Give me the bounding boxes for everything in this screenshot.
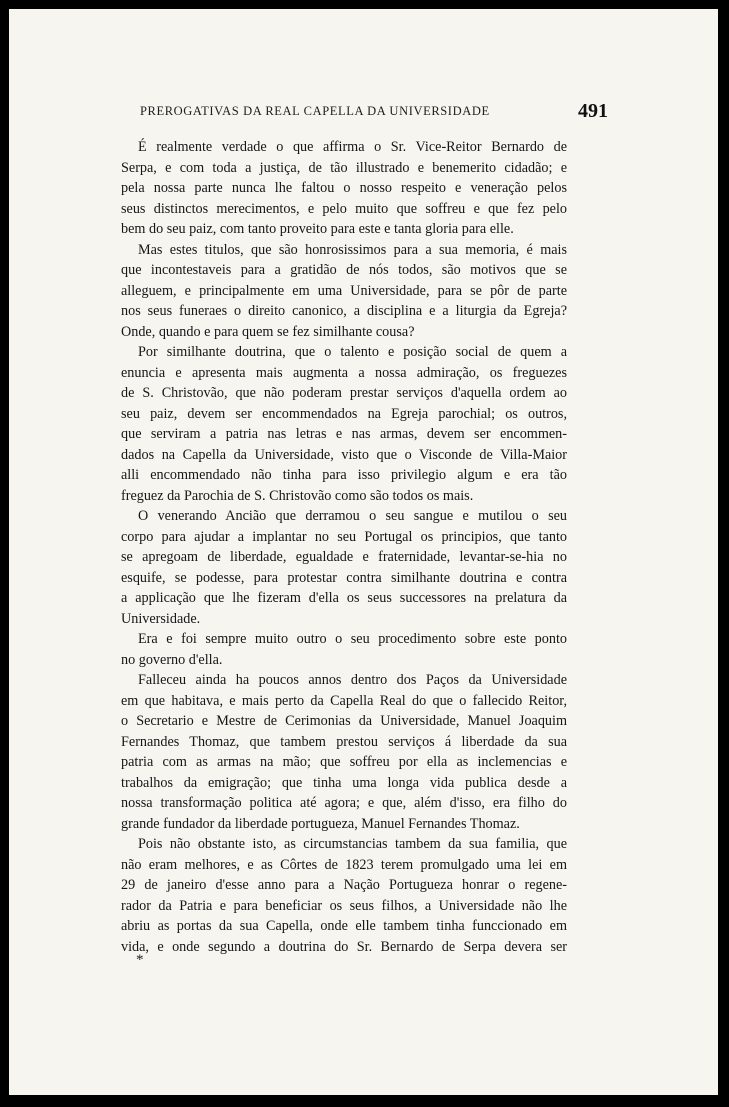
- text-line: Onde, quando e para quem se fez similhante cousa?: [121, 323, 415, 340]
- paragraph-5: [121, 629, 567, 670]
- footnote-mark: *: [136, 952, 144, 968]
- text-line: Universidade.: [121, 610, 201, 627]
- paragraph-3: [121, 342, 567, 506]
- text-line: Pois não obstante isto, as circumstancias tambem da sua familia, que: [138, 836, 567, 852]
- text-line: enuncia e apresenta mais augmenta a nossa admiração, os freguezes: [121, 364, 567, 381]
- text-line: grande fundador da liberdade portugueza, Manuel Fernandes Thomaz.: [121, 815, 520, 832]
- text-line: Falleceu ainda ha poucos annos dentro dos Paços da Universidade: [138, 672, 567, 688]
- text-line: em que habitava, e mais perto da Capella Real do que o fallecido Reitor,: [121, 692, 567, 709]
- text-line: alleguem, e principalmente em uma Universidade, para se pôr de parte: [121, 282, 567, 299]
- paragraph-4: [121, 506, 567, 629]
- text-line: trabalhos da emigração; que tinha uma longa vida publica desde a: [121, 774, 567, 791]
- book-page: [9, 9, 718, 1095]
- text-line: pela nossa parte nunca lhe faltou o nosso respeito e veneração pelos: [121, 180, 567, 196]
- text-line: O venerando Ancião que derramou o seu sangue e mutilou o seu: [138, 508, 567, 524]
- text-line: corpo para ajudar a implantar no seu Portugal os principios, que tanto: [121, 528, 567, 545]
- text-line: Fernandes Thomaz, que tambem prestou serviços á liberdade da sua: [121, 733, 567, 750]
- paragraph-7: [121, 834, 567, 957]
- text-line: patria com as armas na mão; que soffreu por ella as inclemencias e: [121, 754, 567, 770]
- text-line: vida, e onde segundo a doutrina do Sr. Bernardo de Serpa devera ser: [121, 938, 567, 955]
- text-line: de S. Christovão, que não poderam prestar serviços d'aquella ordem ao: [121, 385, 567, 401]
- text-line: não eram melhores, e as Côrtes de 1823 terem promulgado uma lei em: [121, 856, 567, 873]
- text-line: a applicação que lhe fizeram d'ella os seus successores na prelatura da: [121, 590, 567, 606]
- text-line: nos seus funeraes o direito canonico, a disciplina e a liturgia da Egreja?: [121, 303, 567, 319]
- text-line: 29 de janeiro d'esse anno para a Nação Portugueza honrar o regene-: [121, 877, 567, 893]
- body-text: [121, 137, 567, 957]
- page-header: [140, 100, 608, 124]
- text-line: seus distinctos merecimentos, e pelo muito que soffreu e que fez pelo: [121, 200, 567, 217]
- text-line: abriu as portas da sua Capella, onde elle tambem tinha funccionado em: [121, 918, 567, 934]
- text-line: no governo d'ella.: [121, 651, 223, 668]
- text-line: nossa transformação politica até agora; e que, além d'isso, era filho do: [121, 795, 567, 811]
- text-line: Mas estes titulos, que são honrosissimos para a sua memoria, é mais: [138, 241, 567, 258]
- text-line: o Secretario e Mestre de Cerimonias da Universidade, Manuel Joaquim: [121, 713, 567, 729]
- text-line: Por similhante doutrina, que o talento e posição social de quem a: [138, 344, 567, 360]
- text-line: Era e foi sempre muito outro o seu procedimento sobre este ponto: [138, 631, 567, 647]
- page-number: 491: [578, 100, 608, 122]
- text-line: freguez da Parochia de S. Christovão como são todos os mais.: [121, 487, 474, 504]
- text-line: alli encommendado não tinha para isso privilegio algum e era tão: [121, 467, 567, 483]
- text-line: bem do seu paiz, com tanto proveito para este e tanta gloria para elle.: [121, 221, 514, 237]
- paragraph-6: [121, 670, 567, 834]
- text-line: seu paiz, devem ser encommendados na Egreja parochial; os outros,: [121, 405, 567, 422]
- text-line: que serviram a patria nas letras e nas armas, devem ser encommen-: [121, 426, 567, 442]
- running-title: PREROGATIVAS DA REAL CAPELLA DA UNIVERSIDADE: [140, 104, 490, 118]
- text-line: que incontestaveis para a gratidão de nós todos, são motivos que se: [121, 262, 567, 278]
- text-line: dados na Capella da Universidade, visto que o Visconde de Villa-Maior: [121, 446, 567, 463]
- paragraph-1: [121, 137, 567, 240]
- text-line: se apregoam de liberdade, egualdade e fraternidade, levantar-se-hia no: [121, 549, 567, 565]
- paragraph-2: [121, 240, 567, 343]
- text-line: É realmente verdade o que affirma o Sr. Vice-Reitor Bernardo de: [138, 139, 567, 155]
- text-line: esquife, se podesse, para protestar contra similhante doutrina e contra: [121, 569, 567, 586]
- text-line: Serpa, e com toda a justiça, de tão illustrado e benemerito cidadão; e: [121, 159, 567, 176]
- text-line: rador da Patria e para beneficiar os seus filhos, a Universidade não lhe: [121, 897, 567, 914]
